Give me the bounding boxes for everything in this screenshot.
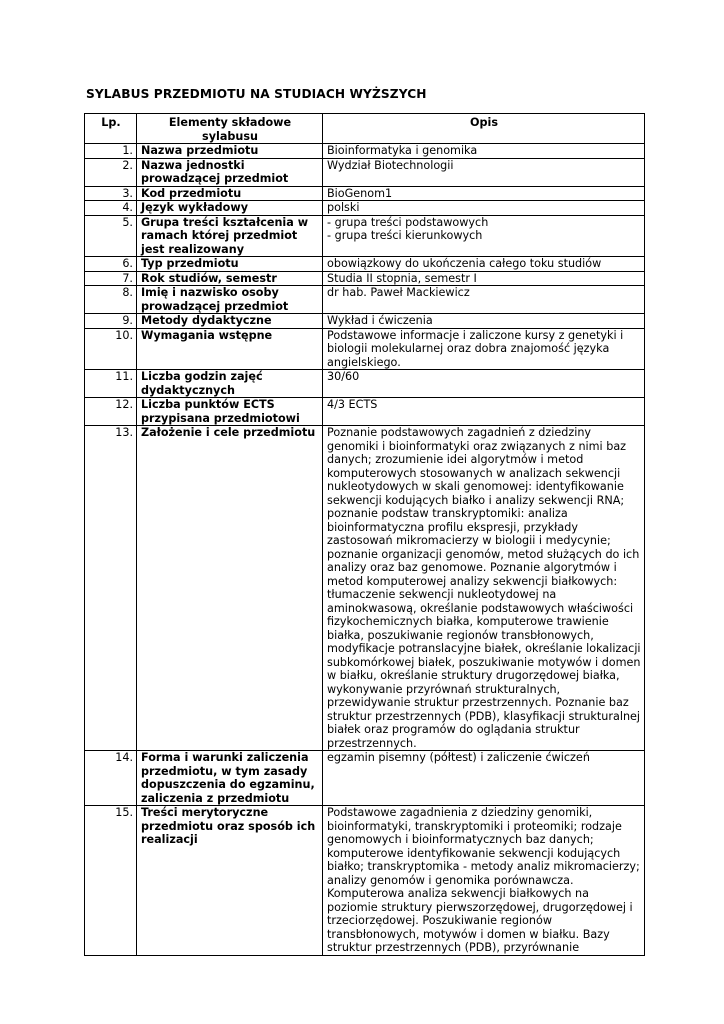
table-row <box>85 751 645 806</box>
table-row <box>85 328 645 370</box>
row-number: 11. <box>85 370 137 398</box>
description-line: Bioinformatyka i genomika <box>327 144 478 157</box>
description-line: 4/3 ECTS <box>327 398 378 411</box>
row-description <box>323 144 645 159</box>
syllabus-table <box>84 113 645 956</box>
description-line: Poznanie podstawowych zagadnień z dziedziny genomiki i bioinformatyki oraz związanych z nimi baz danych; zrozumienie idei algorytmów i metod komputerowych stosowanych w analizach sekwencji nukleotydowych w skali genomowej: identyfikowanie sekwencji kodujących białko i analizy sekwencji RNA; poznanie podstaw transkryptomiki: analiza bioinformatyczna profilu ekspresji, przykłady zastosowań mikromacierzy w biologii i medycynie; poznanie organizacji genomów, metod służących do ich analizy oraz baz genomowe. Poznanie algorytmów i metod komputerowej analizy sekwencji białkowych: tłumaczenie sekwencji nukleotydowej na aminokwasową, określanie podstawowych właściwości fizykochemicznych białka, komputerowe trawienie białka, poszukiwanie regionów transbłonowych, modyfikacje potranslacyjne białek, określanie lokalizacji subkomórkowej białek, poszukiwanie motywów i domen w białku, określanie struktury drugorzędowej białka, wykonywanie przyrównań strukturalnych, przewidywanie struktur przestrzennych. Poznanie baz struktur przestrzennych (PDB), klasyfikacji strukturalnej białek oraz programów do oglądania struktur przestrzennych. <box>327 426 641 750</box>
row-number: 10. <box>85 328 137 370</box>
document-title: SYLABUS PRZEDMIOTU NA STUDIACH WYŻSZYCH <box>86 87 427 101</box>
description-line: Wykład i ćwiczenia <box>327 314 433 327</box>
table-row <box>85 314 645 329</box>
table-row <box>85 215 645 257</box>
row-number: 4. <box>85 201 137 216</box>
row-element-name: Nazwa przedmiotu <box>137 144 323 159</box>
row-element-name: Rok studiów, semestr <box>137 271 323 286</box>
row-number: 8. <box>85 286 137 314</box>
table-row <box>85 186 645 201</box>
description-line: egzamin pisemny (półtest) i zaliczenie ćwiczeń <box>327 751 590 764</box>
description-line: dr hab. Paweł Mackiewicz <box>327 286 470 299</box>
row-number: 12. <box>85 398 137 426</box>
table-row <box>85 398 645 426</box>
header-elements: Elementy składowe sylabusu <box>137 114 323 144</box>
row-element-name: Liczba godzin zajęć dydaktycznych <box>137 370 323 398</box>
description-line: Podstawowe zagadnienia z dziedziny genomiki, bioinformatyki, transkryptomiki i proteomiki; rodzaje genomowych i bioinformatycznych baz danych; komputerowe identyfikowanie sekwencji kodujących białko; transkryptomika - metody analiz mikromacierzy; analizy genomów i genomika porównawcza. Komputerowa analiza sekwencji białkowych na poziomie struktury pierwszorzędowej, drugorzędowej i trzeciorzędowej. Poszukiwanie regionów transbłonowych, motywów i domen w białku. Bazy struktur przestrzennych (PDB), przyrównanie <box>327 806 640 954</box>
row-element-name: Grupa treści kształcenia w ramach której przedmiot jest realizowany <box>137 215 323 257</box>
row-number: 2. <box>85 158 137 186</box>
table-row <box>85 370 645 398</box>
description-line: polski <box>327 201 360 214</box>
row-description <box>323 806 645 956</box>
row-number: 15. <box>85 806 137 956</box>
row-element-name: Nazwa jednostki prowadzącej przedmiot <box>137 158 323 186</box>
table-row <box>85 158 645 186</box>
row-description <box>323 271 645 286</box>
row-description <box>323 158 645 186</box>
row-element-name: Typ przedmiotu <box>137 257 323 272</box>
description-line: - grupa treści podstawowych <box>327 215 489 229</box>
row-element-name: Kod przedmiotu <box>137 186 323 201</box>
row-element-name: Imię i nazwisko osoby prowadzącej przedmiot <box>137 286 323 314</box>
description-line: - grupa treści kierunkowych <box>327 229 483 242</box>
description-line: obowiązkowy do ukończenia całego toku studiów <box>327 257 602 270</box>
row-element-name: Język wykładowy <box>137 201 323 216</box>
description-line: Wydział Biotechnologii <box>327 158 454 172</box>
table-row <box>85 257 645 272</box>
description-line: Studia II stopnia, semestr I <box>327 271 477 285</box>
row-number: 9. <box>85 314 137 329</box>
row-description <box>323 257 645 272</box>
row-description <box>323 286 645 314</box>
row-element-name: Założenie i cele przedmiotu <box>137 426 323 751</box>
row-element-name: Metody dydaktyczne <box>137 314 323 329</box>
header-description: Opis <box>323 114 645 144</box>
row-element-name: Wymagania wstępne <box>137 328 323 370</box>
row-number: 6. <box>85 257 137 272</box>
row-element-name: Treści merytoryczne przedmiotu oraz sposób ich realizacji <box>137 806 323 956</box>
row-description <box>323 751 645 806</box>
row-description <box>323 215 645 257</box>
header-lp: Lp. <box>85 114 137 144</box>
description-line: BioGenom1 <box>327 186 393 200</box>
row-element-name: Forma i warunki zaliczenia przedmiotu, w tym zasady dopuszczenia do egzaminu, zaliczenia z przedmiotu <box>137 751 323 806</box>
row-number: 5. <box>85 215 137 257</box>
row-description <box>323 398 645 426</box>
row-number: 1. <box>85 144 137 159</box>
table-row <box>85 201 645 216</box>
row-number: 13. <box>85 426 137 751</box>
row-description <box>323 426 645 751</box>
table-header-row <box>85 114 645 144</box>
description-line: Podstawowe informacje i zaliczone kursy z genetyki i biologii molekularnej oraz dobra znajomość języka angielskiego. <box>327 328 624 369</box>
row-description <box>323 186 645 201</box>
row-element-name: Liczba punktów ECTS przypisana przedmiotowi <box>137 398 323 426</box>
row-number: 7. <box>85 271 137 286</box>
row-description <box>323 328 645 370</box>
table-row <box>85 144 645 159</box>
row-number: 3. <box>85 186 137 201</box>
description-line: 30/60 <box>327 370 360 383</box>
table-row <box>85 286 645 314</box>
row-number: 14. <box>85 751 137 806</box>
table-row <box>85 806 645 956</box>
row-description <box>323 201 645 216</box>
table-row <box>85 426 645 751</box>
row-description <box>323 370 645 398</box>
row-description <box>323 314 645 329</box>
table-row <box>85 271 645 286</box>
